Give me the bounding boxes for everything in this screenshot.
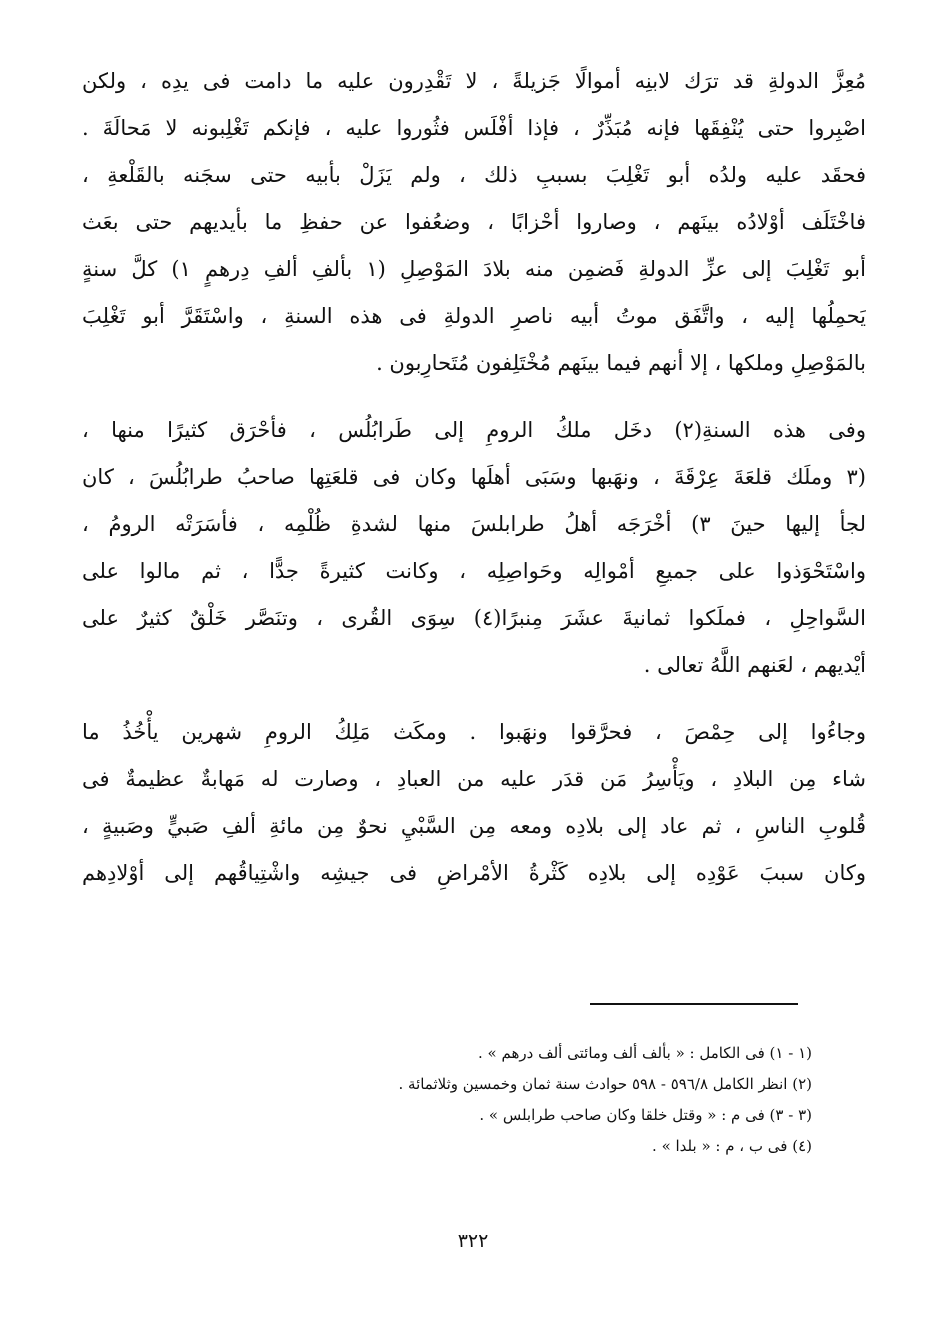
text-line: مُعِزَّ الدولةِ قد ترَك لابنِه أموالًا جَزيلةً ، لا تَقْدِرون عليه ما دامت فى يدِه ، ولكن [82, 69, 866, 93]
text-line: وكان سببَ عَوْدِه إلى بلادِه كَثْرةُ الأمْراضِ فى جيشِه واشْتِياقُهم إلى أوْلادِهم [82, 861, 866, 885]
footnote-3: (٣ - ٣) فى م : « وقتل خلقا وكان صاحب طرابلس » . [479, 1106, 812, 1124]
paragraph-3 [82, 709, 866, 897]
text-line: السَّواحِلِ ، فملَكوا ثمانيةَ عشَرَ مِنبرًا(٤) سِوَى القُرى ، وتنَصَّر خَلْقٌ كثيرٌ على [82, 606, 866, 630]
text-line: قُلوبِ الناسِ ، ثم عاد إلى بلادِه ومعه مِن السَّبْيِ نحوٌ مِن مائةِ ألفِ صَبيٍّ وصَبيةٍ ، [82, 814, 866, 838]
footnote-divider [590, 1003, 798, 1005]
page-number: ٣٢٢ [457, 1230, 489, 1252]
text-line: (٣ وملَك قلعَةَ عِرْقَةَ ، ونهَبها وسَبَى أهلَها وكان فى قلعَتِها صاحبُ طرابُلُسَ ، كان [82, 465, 866, 489]
text-line: شاء مِن البلادِ ، ويَأْسِرُ مَن قدَر عليه من العبادِ ، وصارت له مَهابةٌ عظيمةٌ فى [82, 767, 866, 791]
footnotes [82, 1038, 812, 1162]
text-line: وجاءُوا إلى حِمْصَ ، فحرَّقوا ونهَبوا . ومكَث مَلِكُ الرومِ شهرين يأْخُذُ ما [82, 720, 866, 744]
paragraph-gap [82, 387, 866, 407]
main-text [82, 58, 866, 897]
text-line: فحقَد عليه ولدُه أبو تَغْلِبَ بسببِ ذلك ، ولم يَزَلْ بأبيه حتى سجَنه بالقَلْعةِ ، [82, 163, 866, 187]
paragraph-2 [82, 407, 866, 689]
text-line: بالمَوْصِلِ وملكها ، إلا أنهم فيما بينَهم مُخْتَلِفون مُتَحارِبون . [376, 351, 866, 375]
footnote-1: (١ - ١) فى الكامل : « بألف ألف ومائتى ألف درهم » . [478, 1044, 812, 1062]
text-line: وفى هذه السنةِ(٢) دخَل ملكُ الرومِ إلى طَرابُلُس ، فأحْرَق كثيرًا منها ، [82, 418, 866, 442]
text-line: يَحمِلُها إليه ، واتَّفَق موتُ أبيه ناصرِ الدولةِ فى هذه السنةِ ، واسْتَقَرَّ أبو تَغْلِبَ [82, 304, 866, 328]
text-line: أبو تَغْلِبَ إلى عزِّ الدولةِ فَضمِن منه بلادَ المَوْصِلِ (١ بألفِ ألفِ دِرهمٍ ١) كلَّ سنةٍ [82, 257, 866, 281]
footnote-2: (٢) انظر الكامل ٥٩٦/٨ - ٥٩٨ حوادث سنة ثمان وخمسين وثلاثمائة . [398, 1075, 812, 1093]
paragraph-1 [82, 58, 866, 387]
paragraph-gap [82, 689, 866, 709]
text-line: لجأ إليها حينَ ٣) أخْرَجَه أهلُ طرابلسَ منها لشدةِ ظُلْمِه ، فأسَرَتْه الرومُ ، [82, 512, 866, 536]
text-line: فاخْتَلَف أوْلادُه بينَهم ، وصاروا أحْزابًا ، وضعُفوا عن حفظِ ما بأيديهم حتى بعَث [82, 210, 866, 234]
text-line: واسْتَحْوَذوا على جميعِ أمْوالِه وحَواصِلِه ، وكانت كثيرةً جدًّا ، ثم مالوا على [82, 559, 866, 583]
text-line: اصْبِروا حتى يُنْفِقَها فإنه مُبَذِّرٌ ، فإذا أفْلَس فثُوروا عليه ، فإنكم تَغْلِبونه لا مَحالَةَ . [82, 116, 866, 140]
text-line: أيْديهم ، لعَنهم اللَّهُ تعالى . [643, 653, 866, 677]
footnote-4: (٤) فى ب ، م : « بلدا » . [652, 1137, 812, 1155]
